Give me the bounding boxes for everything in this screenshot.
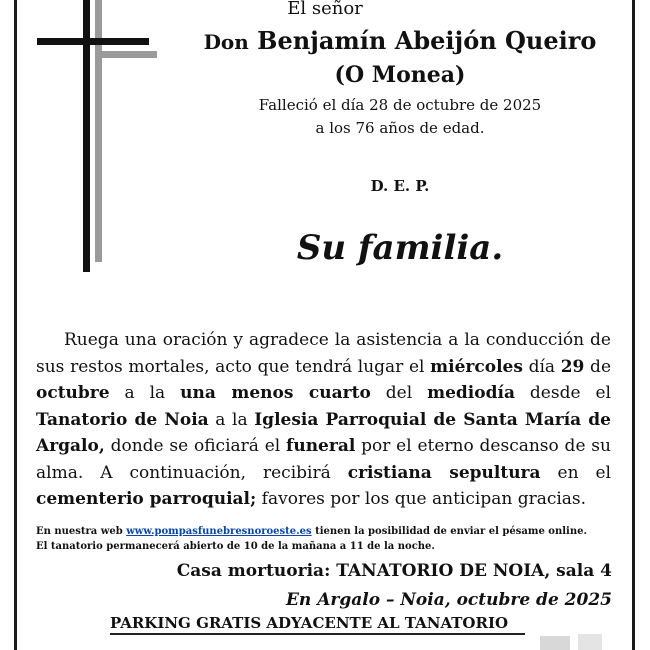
body-bold: octubre [36, 383, 110, 403]
announcement-body [36, 327, 611, 513]
body-text: desde el [514, 383, 611, 403]
web-note [36, 526, 616, 537]
website-link[interactable]: www.pompasfunebresnoroeste.es [126, 526, 312, 537]
rip-text: D. E. P. [370, 177, 430, 195]
body-text: a la [109, 383, 181, 403]
body-text: de [584, 356, 612, 377]
body-text: por el eterno descanso de su alma. A continuación, recibirá [36, 436, 611, 483]
honorific: Don [203, 30, 249, 54]
cross-horizontal-bar [37, 38, 149, 45]
deceased-name [180, 26, 620, 55]
body-bold: funeral [286, 436, 356, 456]
place-date: En Argalo – Noia, octubre de 2025 [285, 590, 612, 610]
right-border [632, 0, 635, 650]
body-text: Ruega una oración y agradece la asistencia a la conducción de sus restos mortales, acto que tendrá lugar el [36, 330, 611, 377]
left-border [14, 0, 17, 650]
title-prefix: El señor [287, 0, 363, 19]
body-text: donde se oficiará el [104, 436, 287, 456]
full-name: Benjamín Abeijón Queiro [257, 26, 597, 55]
body-text: a la [208, 409, 255, 430]
family-signature: Su familia. [296, 228, 504, 268]
cross-horizontal-shadow [102, 51, 157, 58]
age-line: a los 76 años de edad. [315, 119, 485, 137]
body-bold: miércoles [430, 356, 523, 377]
body-text: en el [540, 462, 611, 483]
body-bold: Iglesia Parroquial de Santa María de Argalo, [36, 409, 611, 456]
scan-artifact [540, 636, 570, 650]
death-date: Falleció el día 28 de octubre de 2025 [258, 96, 542, 114]
web-note-prefix: En nuestra web [36, 526, 127, 537]
body-bold: Tanatorio de Noia [36, 409, 209, 430]
nickname: (O Monea) [334, 62, 466, 88]
web-note-suffix: tienen la posibilidad de enviar el pésame online. [311, 526, 587, 537]
body-text: día [522, 356, 561, 377]
hours-note: El tanatorio permanecerá abierto de 10 de la mañana a 11 de la noche. [36, 541, 435, 552]
body-text: del [370, 383, 428, 403]
funeral-home: Casa mortuoria: TANATORIO DE NOIA, sala 4 [176, 561, 612, 581]
body-bold: 29 [560, 356, 585, 377]
body-bold: mediodía [427, 383, 515, 403]
body-bold: cristiana sepultura [347, 462, 541, 483]
scan-artifact [578, 634, 602, 650]
body-bold: cementerio parroquial; [36, 489, 257, 509]
body-bold: una menos cuarto [180, 383, 371, 403]
parking-underline [110, 633, 525, 635]
body-text: favores por los que anticipan gracias. [256, 489, 587, 509]
parking-note: PARKING GRATIS ADYACENTE AL TANATORIO [110, 614, 509, 632]
